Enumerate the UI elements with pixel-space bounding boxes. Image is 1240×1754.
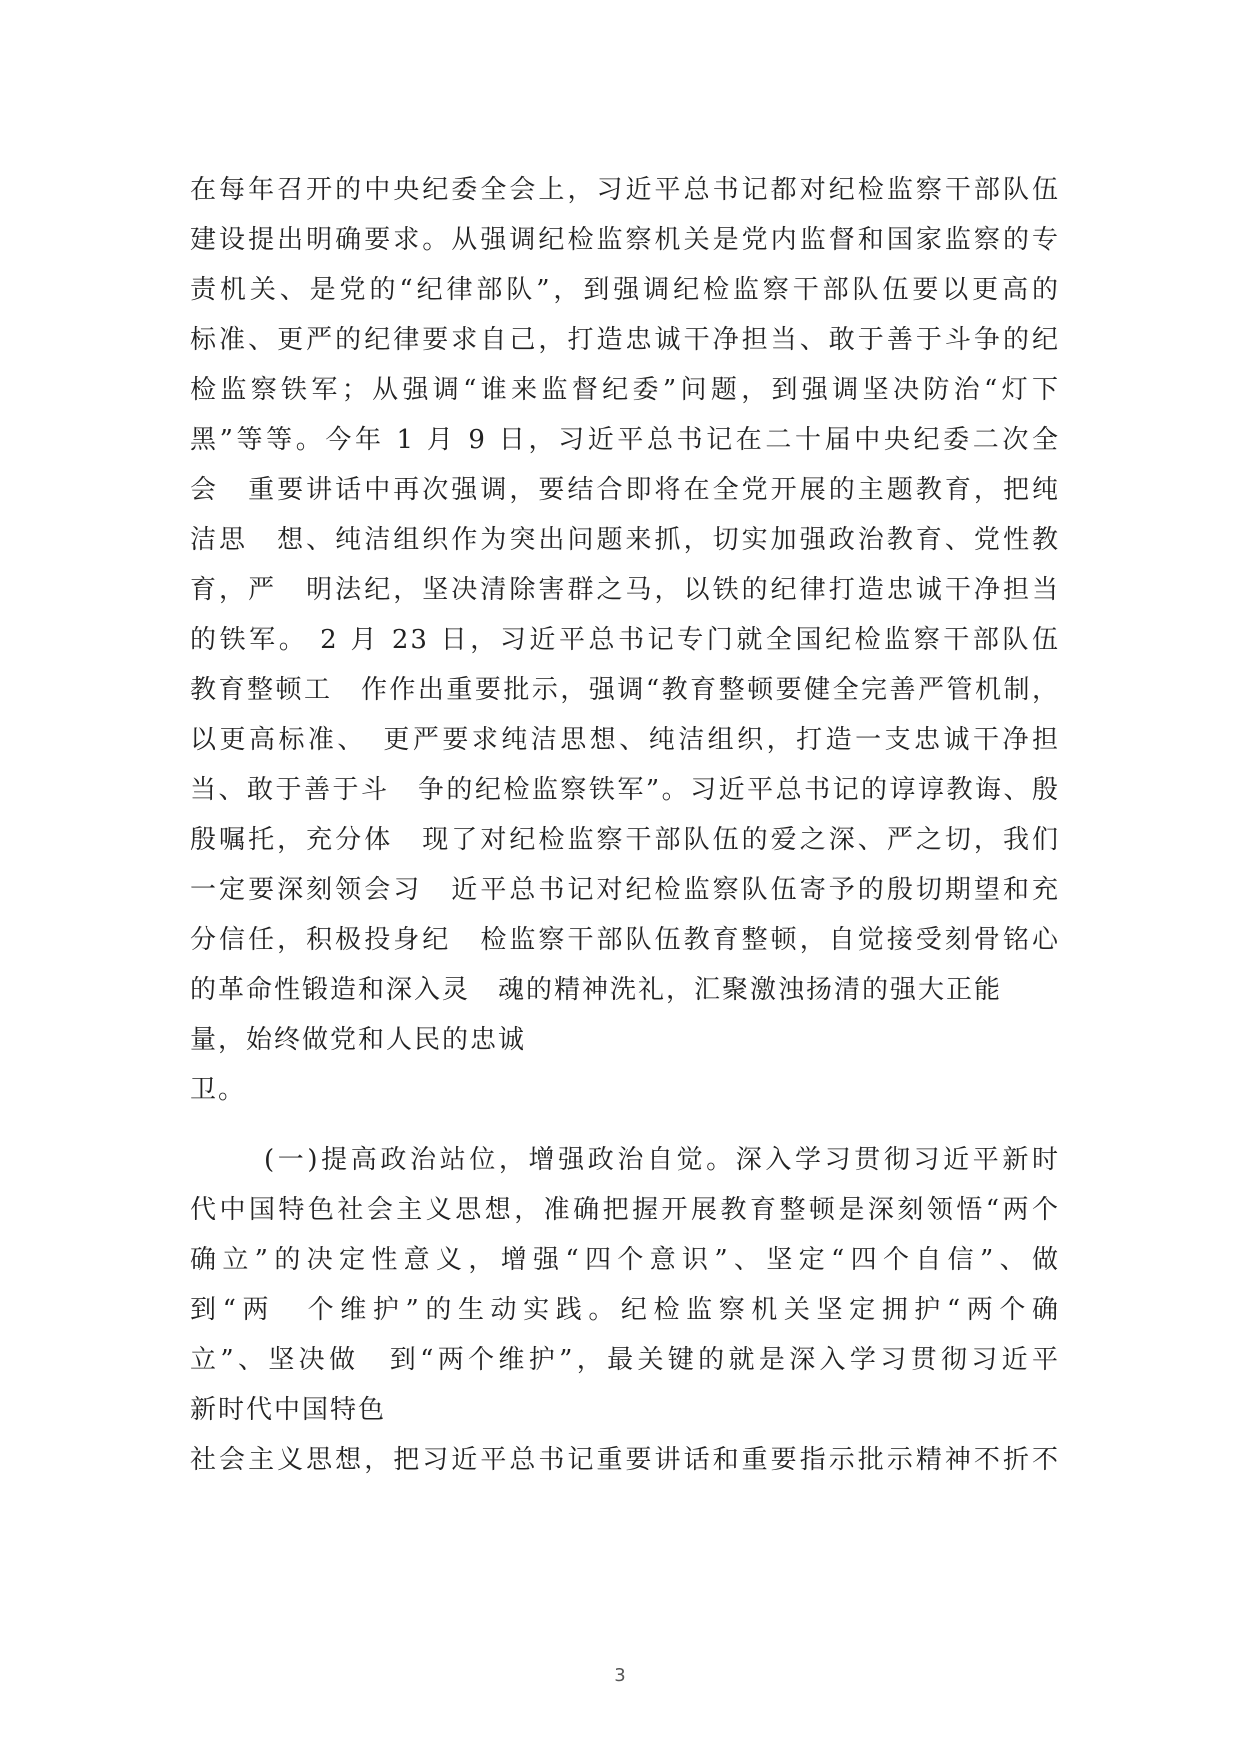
text-line: 建设提出明确要求。从强调纪检监察机关是党内监督和国家监察的专 — [190, 225, 1060, 255]
text-line: 社会主义思想，把习近平总书记重要讲话和重要指示批示精神不折不 — [190, 1445, 1060, 1475]
text-line: 育，严 明法纪，坚决清除害群之马，以铁的纪律打造忠诚干净担当 — [190, 575, 1060, 605]
text-line: 黑”等等。今年 1 月 9 日，习近平总书记在二十届中央纪委二次全 — [190, 425, 1060, 455]
text-line: 分信任，积极投身纪 检监察干部队伍教育整顿，自觉接受刻骨铭心 — [190, 925, 1060, 955]
text-line: 新时代中国特色 — [190, 1395, 387, 1425]
text-line: (一)提高政治站位，增强政治自觉。深入学习贯彻习近平新时 — [264, 1145, 1060, 1175]
text-line: 洁思 想、纯洁组织作为突出问题来抓，切实加强政治教育、党性教 — [190, 525, 1060, 555]
text-line: 量，始终做党和人民的忠诚 — [190, 1025, 527, 1055]
text-line: 检监察铁军；从强调“谁来监督纪委”问题，到强调坚决防治“灯下 — [190, 375, 1060, 405]
text-line: 在每年召开的中央纪委全会上，习近平总书记都对纪检监察干部队伍 — [190, 175, 1060, 205]
text-line: 确立”的决定性意义，增强“四个意识”、坚定“四个自信”、做 — [190, 1245, 1060, 1275]
text-line: 代中国特色社会主义思想，准确把握开展教育整顿是深刻领悟“两个 — [190, 1195, 1060, 1225]
text-line: 教育整顿工 作作出重要批示，强调“教育整顿要健全完善严管机制， — [190, 675, 1060, 705]
text-line: 的革命性锻造和深入灵 魂的精神洗礼，汇聚激浊扬清的强大正能 — [190, 975, 1003, 1005]
text-line: 以更高标准、 更严要求纯洁思想、纯洁组织，打造一支忠诚干净担 — [190, 725, 1060, 755]
text-line: 责机关、是党的“纪律部队”，到强调纪检监察干部队伍要以更高的 — [190, 275, 1060, 305]
text-line: 一定要深刻领会习 近平总书记对纪检监察队伍寄予的殷切期望和充 — [190, 875, 1060, 905]
text-line: 当、敢于善于斗 争的纪检监察铁军”。习近平总书记的谆谆教诲、殷 — [190, 775, 1060, 805]
text-line: 立”、坚决做 到“两个维护”，最关键的就是深入学习贯彻习近平 — [190, 1345, 1060, 1375]
text-line: 殷嘱托，充分体 现了对纪检监察干部队伍的爱之深、严之切，我们 — [190, 825, 1060, 855]
text-line: 会 重要讲话中再次强调，要结合即将在全党开展的主题教育，把纯 — [190, 475, 1060, 505]
text-line: 卫。 — [190, 1075, 247, 1105]
text-line: 到“两 个维护”的生动实践。纪检监察机关坚定拥护“两个确 — [190, 1295, 1060, 1325]
paragraph-1 — [190, 165, 1060, 1115]
text-line: 标准、更严的纪律要求自己，打造忠诚干净担当、敢于善于斗争的纪 — [190, 325, 1060, 355]
page-number: 3 — [614, 1665, 626, 1686]
text-line: 的铁军。 2 月 23 日，习近平总书记专门就全国纪检监察干部队伍 — [190, 625, 1060, 655]
paragraph-2 — [190, 1135, 1060, 1485]
